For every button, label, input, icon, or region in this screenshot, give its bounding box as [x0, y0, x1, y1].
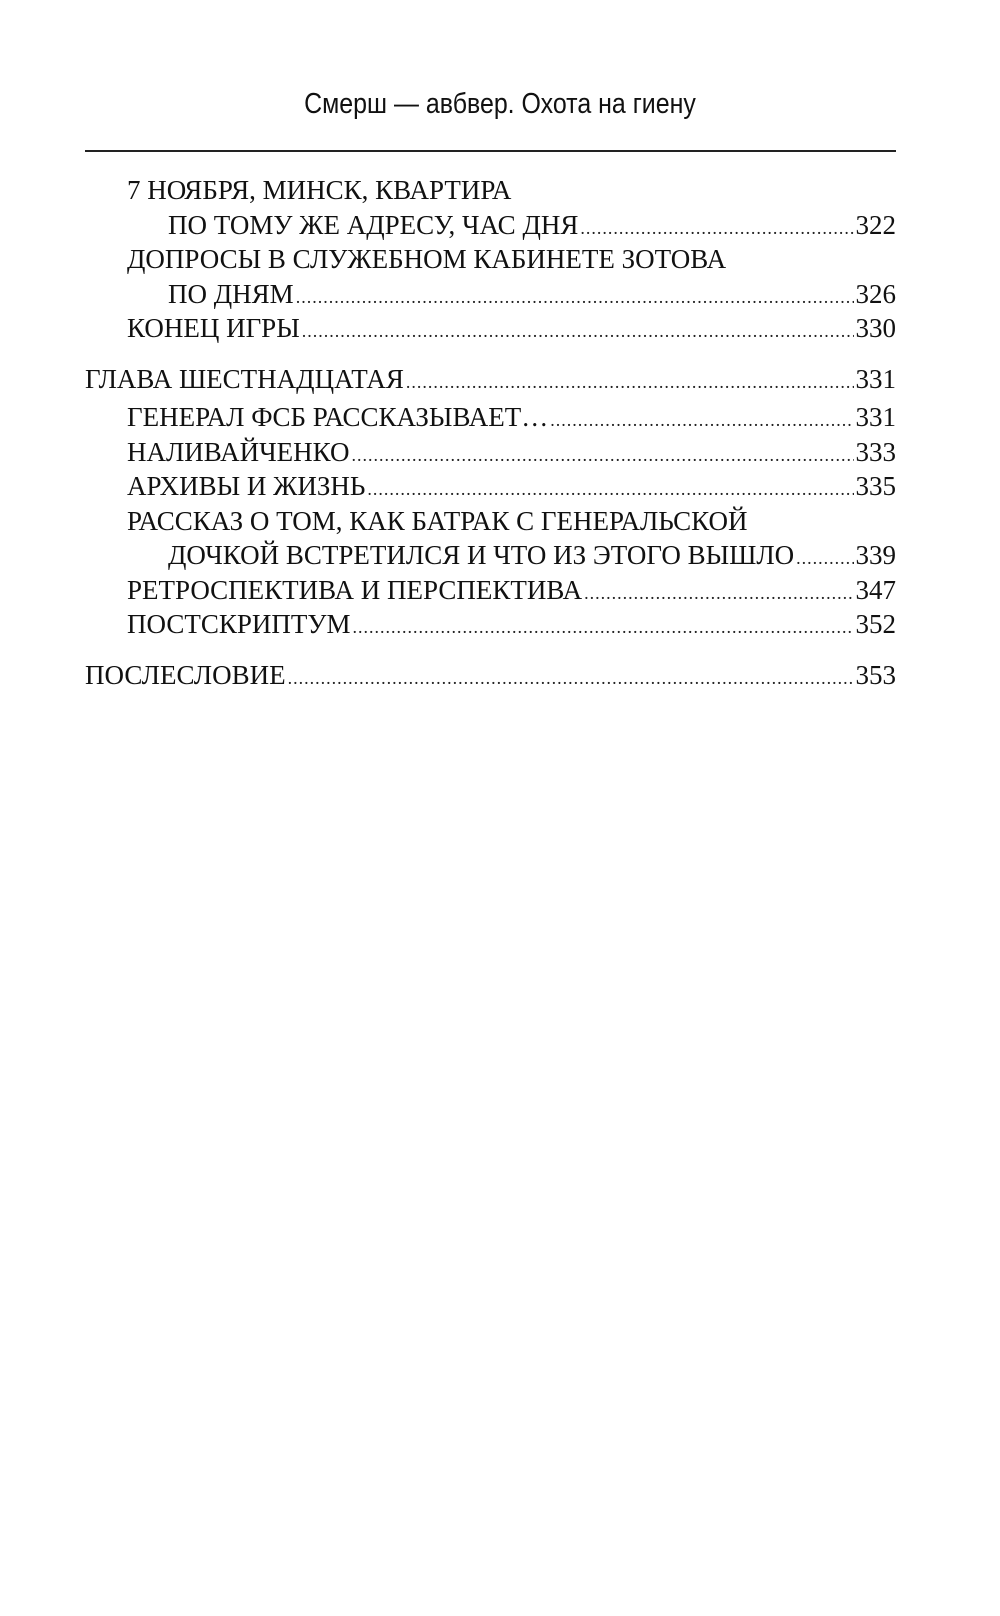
toc-page-number: 333 [855, 436, 896, 467]
toc-entry-title: АРХИВЫ И ЖИЗНЬ [127, 471, 366, 501]
toc-entry[interactable] [85, 607, 896, 642]
toc-entry-title: 7 НОЯБРЯ, МИНСК, КВАРТИРА [127, 175, 512, 205]
dot-leader [288, 661, 854, 696]
toc-page-number: 322 [855, 209, 896, 240]
toc-entry[interactable] [85, 208, 896, 243]
toc-entry-title: НАЛИВАЙЧЕНКО [127, 436, 350, 467]
toc-entry-title: ПО ТОМУ ЖЕ АДРЕСУ, ЧАС ДНЯ [168, 209, 579, 240]
toc-page-number: 339 [855, 540, 896, 570]
header-rule [85, 150, 896, 152]
toc-entry-title: РЕТРОСПЕКТИВА И ПЕРСПЕКТИВА [127, 574, 583, 605]
toc-chapter-title: ПОСЛЕСЛОВИЕ [85, 659, 286, 690]
toc-entry-title-line [85, 242, 896, 277]
toc-entry[interactable] [85, 400, 896, 435]
toc-entry[interactable] [85, 573, 896, 608]
dot-leader [796, 541, 853, 576]
toc-page-number: 326 [855, 278, 896, 309]
toc-entry[interactable] [85, 277, 896, 312]
toc-entry-title-line [85, 504, 896, 539]
toc-page-number: 347 [855, 574, 896, 605]
dot-leader [302, 314, 854, 349]
toc-entry-title: ДОПРОСЫ В СЛУЖЕБНОМ КАБИНЕТЕ ЗОТОВА [127, 244, 727, 274]
dot-leader [406, 365, 854, 400]
toc-chapter-title: ГЛАВА ШЕСТНАДЦАТАЯ [85, 363, 404, 394]
toc-chapter[interactable] [85, 658, 896, 693]
toc-page-number: 330 [855, 313, 896, 343]
toc-entry[interactable] [85, 469, 896, 504]
dot-leader [550, 403, 853, 438]
dot-leader [352, 438, 854, 473]
running-header: Смерш — авбвер. Охота на гиену [304, 88, 696, 120]
dot-leader [584, 576, 853, 611]
toc-entry-title: ГЕНЕРАЛ ФСБ РАССКАЗЫВАЕТ… [127, 402, 549, 432]
toc-entry-title: ДОЧКОЙ ВСТРЕТИЛСЯ И ЧТО ИЗ ЭТОГО ВЫШЛО [168, 540, 795, 570]
dot-leader [580, 211, 853, 246]
toc-chapter[interactable] [85, 362, 896, 397]
dot-leader [367, 472, 853, 507]
toc-page-number: 331 [855, 402, 896, 432]
toc-entry[interactable] [85, 538, 896, 573]
toc-entry-title-line [85, 173, 896, 208]
toc-entry-title: КОНЕЦ ИГРЫ [127, 313, 300, 343]
toc-entry-title: ПО ДНЯМ [168, 278, 294, 309]
toc-entry[interactable] [85, 435, 896, 470]
dot-leader [352, 610, 853, 645]
toc-page-number: 353 [855, 659, 896, 690]
toc-page-number: 331 [855, 363, 896, 394]
toc-page-number: 335 [855, 471, 896, 501]
dot-leader [296, 280, 854, 315]
table-of-contents [85, 173, 896, 692]
toc-entry-title: ПОСТСКРИПТУМ [127, 609, 351, 639]
toc-entry-title: РАССКАЗ О ТОМ, КАК БАТРАК С ГЕНЕРАЛЬСКОЙ [127, 505, 748, 536]
toc-page-number: 352 [855, 609, 896, 639]
toc-entry[interactable] [85, 311, 896, 346]
